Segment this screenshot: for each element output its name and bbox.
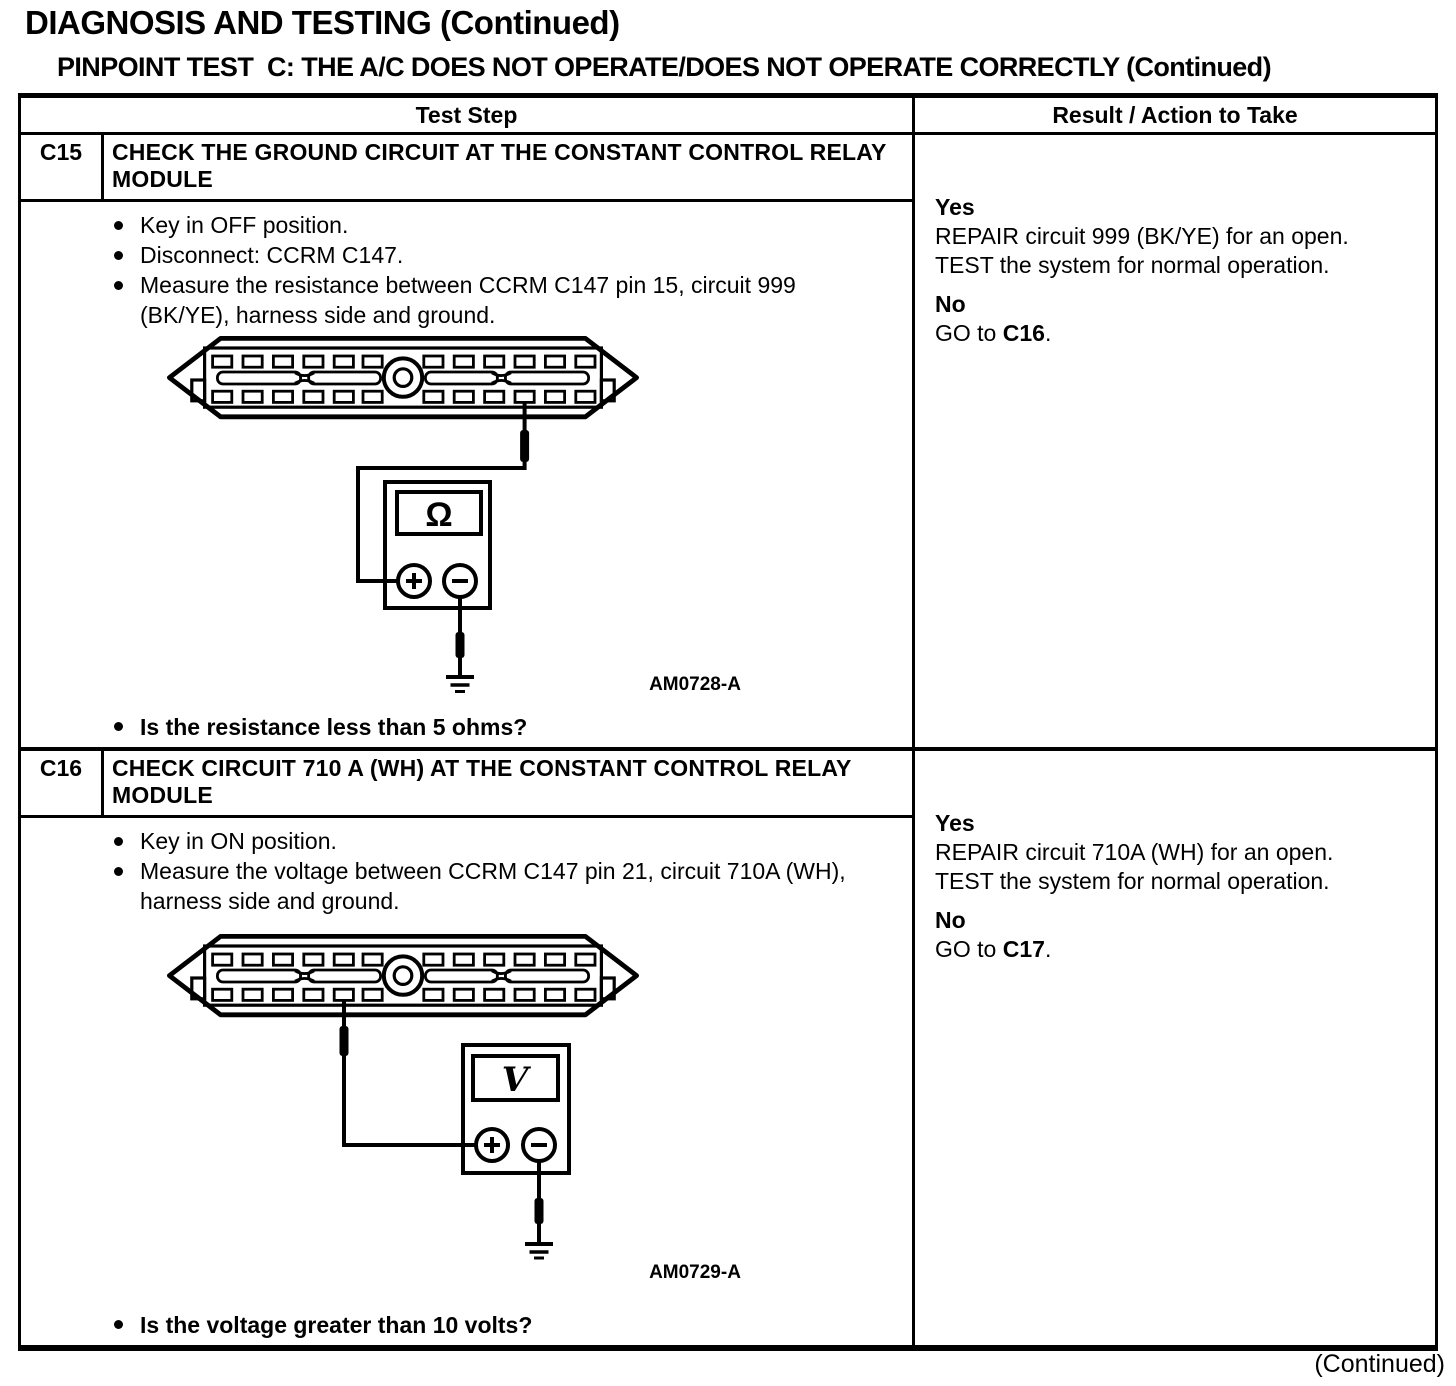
c15-step-header — [21, 135, 912, 202]
no-result — [935, 290, 1421, 348]
goto-step-ref: C16 — [1002, 320, 1045, 346]
c15-step-number: C15 — [21, 135, 104, 199]
yes-action-line: TEST the system for normal operation. — [935, 868, 1330, 894]
probe-icon — [340, 1026, 349, 1056]
probe-icon — [520, 430, 529, 462]
c16-step-title: CHECK CIRCUIT 710 A (WH) AT THE CONSTANT CONTROL RELAY MODULE — [112, 755, 852, 808]
ground-lead — [446, 597, 474, 692]
yes-result — [935, 193, 1421, 280]
figure-label: AM0728-A — [649, 674, 741, 695]
pinpoint-test-subtitle: PINPOINT TEST C: THE A/C DOES NOT OPERATE/DOES NOT OPERATE CORRECTLY (Continued) — [57, 52, 1271, 82]
yes-result — [935, 809, 1421, 896]
c15-question: Is the resistance less than 5 ohms? — [112, 714, 527, 741]
no-label: No — [935, 907, 966, 933]
c16-step-header — [21, 751, 912, 818]
meter-display-symbol: Ω — [425, 496, 453, 534]
yes-action-line: REPAIR circuit 999 (BK/YE) for an open. — [935, 223, 1349, 249]
list-item: Key in ON position. — [112, 826, 882, 856]
no-result — [935, 906, 1421, 964]
minus-terminal — [444, 565, 476, 597]
c16-question: Is the voltage greater than 10 volts? — [112, 1312, 532, 1339]
test-step-column-header: Test Step — [21, 98, 915, 132]
ground-lead — [525, 1161, 553, 1258]
list-item: Measure the resistance between CCRM C147 pin 15, circuit 999 (BK/YE), harness side and ground. — [112, 270, 882, 330]
table-row — [21, 747, 1435, 1345]
c16-test-step-cell — [21, 751, 915, 1345]
c15-instructions — [21, 210, 912, 330]
c16-step-number: C16 — [21, 751, 104, 815]
no-action-line: GO to C16. — [935, 320, 1052, 346]
goto-step-ref: C17 — [1002, 936, 1045, 962]
yes-action-line: REPAIR circuit 710A (WH) for an open. — [935, 839, 1334, 865]
c15-test-step-cell — [21, 135, 915, 747]
table-header-row — [21, 98, 1435, 135]
c16-result-cell — [915, 751, 1435, 1345]
probe-icon — [535, 1198, 544, 1224]
continued-footer: (Continued) — [1314, 1350, 1445, 1378]
test-lead-wire — [340, 1000, 477, 1145]
c16-instructions — [21, 826, 912, 916]
meter-display-symbol: V — [501, 1060, 529, 1100]
list-item: Disconnect: CCRM C147. — [112, 240, 882, 270]
c15-result-cell — [915, 135, 1435, 747]
ground-icon — [446, 677, 474, 692]
yes-label: Yes — [935, 194, 975, 220]
c15-ohmmeter-figure — [155, 330, 775, 702]
voltmeter-icon — [463, 1045, 569, 1173]
c16-voltmeter-figure — [155, 928, 775, 1294]
page-title: DIAGNOSIS AND TESTING (Continued) — [25, 4, 620, 41]
ohmmeter-icon — [385, 482, 490, 608]
list-item: Measure the voltage between CCRM C147 pin 21, circuit 710A (WH), harness side and ground. — [112, 856, 882, 916]
yes-label: Yes — [935, 810, 975, 836]
list-item: Key in OFF position. — [112, 210, 882, 240]
probe-icon — [456, 632, 465, 658]
pinpoint-test-table — [18, 93, 1438, 1351]
figure-label: AM0729-A — [649, 1262, 741, 1283]
minus-terminal — [523, 1129, 555, 1161]
no-action-line: GO to C17. — [935, 936, 1052, 962]
result-action-column-header: Result / Action to Take — [1052, 101, 1298, 128]
plus-terminal — [476, 1129, 508, 1161]
table-row — [21, 135, 1435, 747]
ground-icon — [525, 1244, 553, 1258]
no-label: No — [935, 291, 966, 317]
plus-terminal — [398, 565, 430, 597]
yes-action-line: TEST the system for normal operation. — [935, 252, 1330, 278]
ccrm-connector-icon — [169, 338, 636, 416]
c15-step-title: CHECK THE GROUND CIRCUIT AT THE CONSTANT CONTROL RELAY MODULE — [112, 139, 887, 192]
ccrm-connector-icon — [169, 936, 636, 1014]
